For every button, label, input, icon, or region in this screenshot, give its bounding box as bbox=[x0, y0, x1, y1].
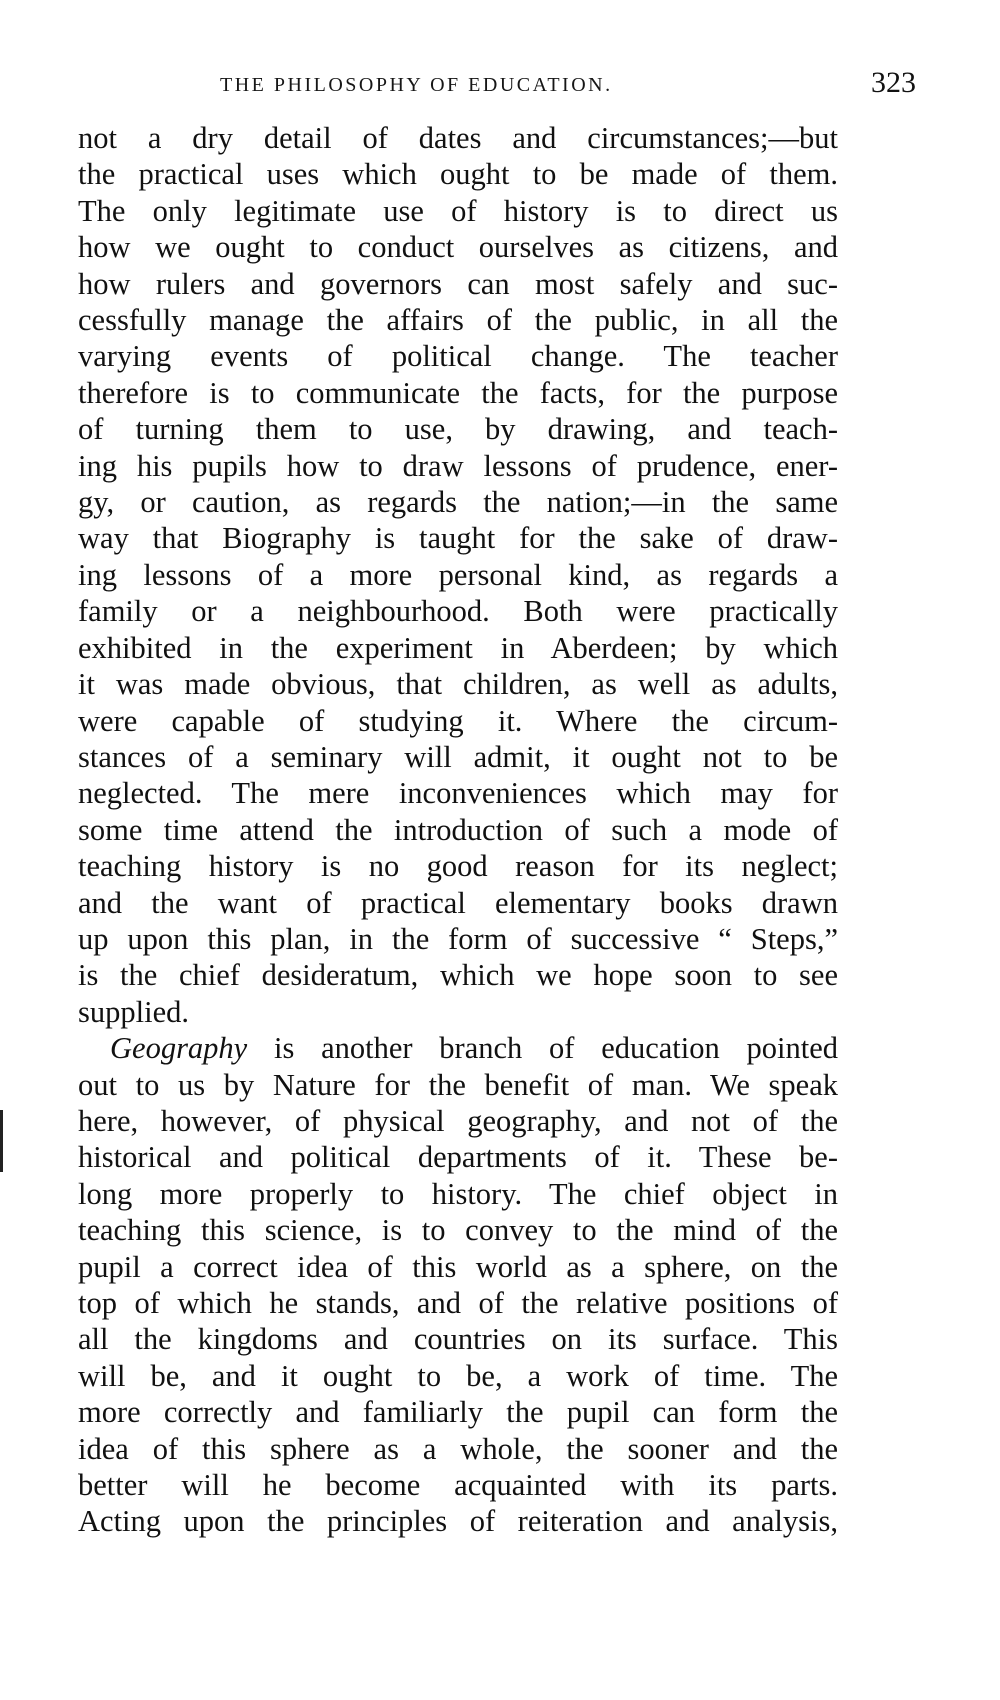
text-line: here, however, of physical geography, and not of the bbox=[78, 1103, 838, 1138]
text-line: Acting upon the principles of reiteration and analysis, bbox=[78, 1504, 838, 1539]
text-line: pupil a correct idea of this world as a sphere, on the bbox=[78, 1249, 838, 1284]
text-line: The only legitimate use of history is to direct us bbox=[78, 193, 838, 228]
text-line bbox=[78, 1030, 838, 1066]
text-line: cessfully manage the affairs of the public, in all the bbox=[78, 303, 838, 338]
text-line: teaching history is no good reason for its neglect; bbox=[78, 849, 838, 884]
running-title: THE PHILOSOPHY OF EDUCATION. bbox=[220, 74, 613, 96]
text-line: exhibited in the experiment in Aberdeen; by which bbox=[78, 630, 838, 665]
text-line: up upon this plan, in the form of successive “ Steps,” bbox=[78, 921, 838, 956]
text-line: long more properly to history. The chief object in bbox=[78, 1176, 838, 1211]
text-line: therefore is to communicate the facts, for the purpose bbox=[78, 375, 838, 410]
body-text bbox=[78, 120, 838, 1540]
text-line: it was made obvious, that children, as well as adults, bbox=[78, 667, 838, 702]
italic-term: Geography bbox=[110, 1031, 248, 1066]
text-line: some time attend the introduction of such a mode of bbox=[78, 812, 838, 847]
text-line: all the kingdoms and countries on its surface. This bbox=[78, 1322, 838, 1357]
text-line: how rulers and governors can most safely and suc- bbox=[78, 266, 838, 301]
text-line: how we ought to conduct ourselves as citizens, and bbox=[78, 230, 838, 265]
text-line: varying events of political change. The teacher bbox=[78, 339, 838, 374]
page-number: 323 bbox=[871, 66, 916, 99]
running-head bbox=[80, 68, 920, 108]
text-line: not a dry detail of dates and circumstances;—but bbox=[78, 121, 838, 155]
text-line: supplied. bbox=[78, 994, 189, 1029]
paragraph-geography bbox=[78, 1030, 838, 1540]
text-line: way that Biography is taught for the sake of draw- bbox=[78, 521, 838, 556]
paragraph-history bbox=[78, 120, 838, 1030]
text-fragment: is another branch of education pointed bbox=[247, 1031, 838, 1066]
gutter-mark bbox=[0, 1110, 3, 1172]
text-line: ing his pupils how to draw lessons of prudence, ener- bbox=[78, 448, 838, 483]
text-line: out to us by Nature for the benefit of man. We speak bbox=[78, 1067, 838, 1102]
text-line: and the want of practical elementary books drawn bbox=[78, 885, 838, 920]
text-line: stances of a seminary will admit, it ought not to be bbox=[78, 739, 838, 774]
text-line: gy, or caution, as regards the nation;—in the same bbox=[78, 485, 838, 520]
text-line: were capable of studying it. Where the circum- bbox=[78, 703, 838, 738]
text-line: the practical uses which ought to be made of them. bbox=[78, 157, 838, 192]
text-line: is the chief desideratum, which we hope soon to see bbox=[78, 958, 838, 993]
text-line: historical and political departments of it. These be- bbox=[78, 1140, 838, 1175]
text-line: will be, and it ought to be, a work of time. The bbox=[78, 1358, 838, 1393]
text-line: of turning them to use, by drawing, and teach- bbox=[78, 412, 838, 447]
text-line: top of which he stands, and of the relative positions of bbox=[78, 1286, 838, 1320]
text-line: more correctly and familiarly the pupil can form the bbox=[78, 1395, 838, 1430]
text-line: family or a neighbourhood. Both were practically bbox=[78, 594, 838, 629]
text-line: idea of this sphere as a whole, the sooner and the bbox=[78, 1431, 838, 1466]
text-line: ing lessons of a more personal kind, as regards a bbox=[78, 557, 838, 592]
text-line: teaching this science, is to convey to the mind of the bbox=[78, 1213, 838, 1248]
text-line: better will he become acquainted with its parts. bbox=[78, 1468, 838, 1503]
text-line: neglected. The mere inconveniences which may for bbox=[78, 776, 838, 811]
